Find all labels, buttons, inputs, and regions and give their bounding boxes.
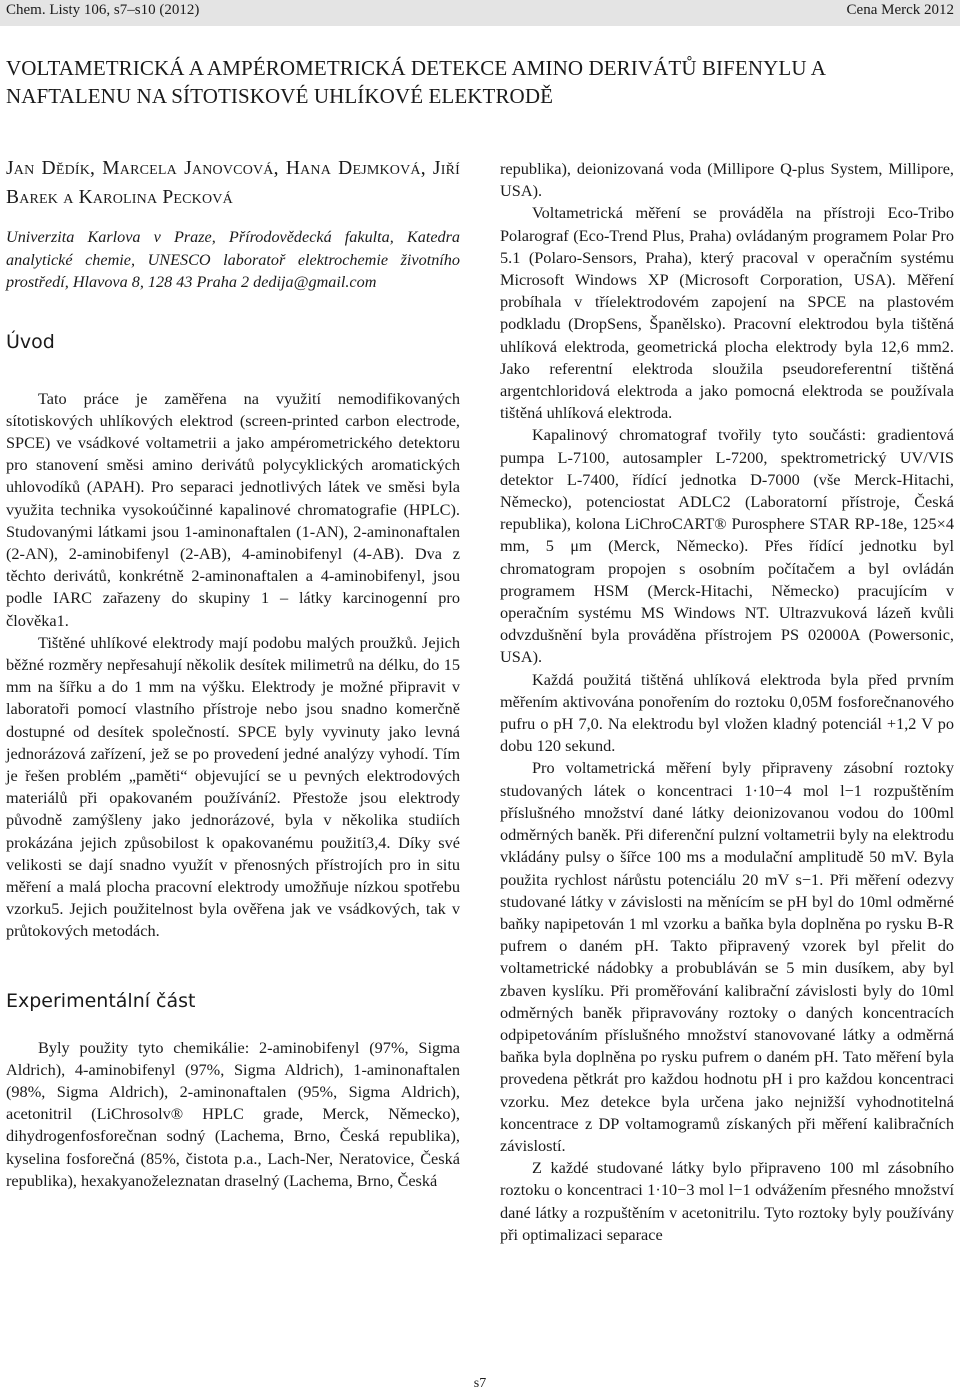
authors: Jan Dědík, Marcela Janovcová, Hana Dejmková, Jiří Barek a Karolina Pecková <box>6 158 460 208</box>
running-header <box>0 0 960 26</box>
right-column <box>500 158 954 1246</box>
intro-paragraph-1: Tato práce je zaměřena na využití nemodifikovaných sítotiskových uhlíkových elektrod (screen-printed carbon electrode, SPCE) ve vsádkové voltametrii a jako ampérometrického detektoru pro stanovení směsi amino derivátů polycyklických aromatických uhlovodíků (APAH). Pro separaci jednotlivých látek ve směsi byla využita technika vysokoúčinné kapalinové chromatografie (HPLC). Studovanými látkami jsou 1-aminonaftalen (1-AN), 2-aminonaftalen (2-AN), 2-aminobifenyl (2-AB), 4-aminobifenyl (4-AB). Dva z těchto derivátů, konkrétně 2-aminonaftalen a 4-aminobifenyl, jsou podle IARC zařazeny do skupiny 1 – látky karcinogenní pro člověka1. <box>6 388 460 630</box>
experimental-heading: Experimentální část <box>6 989 196 1012</box>
left-column <box>6 150 460 1192</box>
intro-heading: Úvod <box>6 330 55 353</box>
affiliation: Univerzita Karlova v Praze, Přírodovědecká fakulta, Katedra analytické chemie, UNESCO laboratoř elektrochemie životního prostředí, Hlavova 8, 128 43 Praha 2 dedija@gmail.com <box>6 228 460 291</box>
experimental-paragraph-1: Byly použity tyto chemikálie: 2-aminobifenyl (97%, Sigma Aldrich), 4-aminobifenyl (97%, Sigma Aldrich), 1-aminonaftalen (98%, Sigma Aldrich), 2-aminonaftalen (95%, Sigma Aldrich), acetonitril (LiChrosolv® HPLC grade, Merck, Německo), dihydrogenfosforečnan sodný (Lachema, Brno, Česká republika), kyselina fosforečná (85%, čistota p.a., Lach-Ner, Neratovice, Česká republika), hexakyanoželeznatan draselný (Lachema, Brno, Česká <box>6 1037 460 1190</box>
right-paragraph-1: republika), deionizovaná voda (Millipore Q-plus System, Millipore, USA). <box>500 159 954 201</box>
right-paragraph-4: Každá použitá tištěná uhlíková elektroda byla před prvním měřením aktivována ponořením do roztoku 0,05M fosforečnanového pufru o pH 7,0. Na elektrodu byl vložen kladný potenciál +1,2 V po dobu 120 sekund. <box>500 669 954 756</box>
right-paragraph-5: Pro voltametrická měření byly připraveny zásobní roztoky studovaných látek o koncentraci 1·10−4 mol l−1 rozpuštěním příslušného množství dané látky deionizovanou vodou do 100ml odměrných baněk. Při diferenční pulzní voltametrii byly na elektrodu vkládány pulsy o šířce 100 ms a modulační amplitudě 50 mV. Byla použita rychlost nárůstu potenciálu 20 mV s−1. Při měření odezvy studované látky v závislosti na měnícím se pH byl do 10ml odměrné baňky napipetován 1 ml vzorku a baňka byla doplněna po rysku B-R pufrem o daném pH. Takto připravený vzorek byl přelit do voltametrické nádobky a probubláván se 5 min dusíkem, aby byl zbaven kyslíku. Při proměřování kalibrační závislosti byly do 10ml odměrných baněk připravovány roztoky o daných koncentracích odpipetováním příslušného množství stanovované látky a odměrná baňka byla doplněna po rysku pufrem o daném pH. Tato měření byla provedena pětkrát pro každou hodnotu pH i pro každou koncentraci vzorku. Mez detekce byla určena jako nejnižší vyhodnotitelná koncentrace z DP voltamogramů získaných při měření kalibračních závislostí. <box>500 758 954 1155</box>
right-paragraph-2: Voltametrická měření se prováděla na přístroji Eco-Tribo Polarograf (Eco-Trend Plus, Praha) ovládaným programem Polar Pro 5.1 (Polaro-Sensors, Praha), který pracoval v operačním systému Microsoft Windows XP (Microsoft Corporation, USA). Měření probíhala v tříelektrodovém zapojení na SPCE na plastovém podkladu (DropSens, Španělsko). Pracovní elektrodou byla tištěná uhlíková elektroda, geometrická plocha elektrody byla 12,6 mm2. Jako referentní elektroda sloužila pseudoreferentní tištěná argentchloridová elektroda a jako pomocná elektroda se používala tištěná uhlíková elektroda. <box>500 203 954 423</box>
right-paragraph-3: Kapalinový chromatograf tvořily tyto součásti: gradientová pumpa L-7100, autosampler L-7200, spektrometrický UV/VIS detektor L-7400, řídící jednotka D-7000 (vše Merck-Hitachi, Německo), potenciostat ADLC2 (Laboratorní přístroje, Česká republika), kolona LiChroCART® Purosphere STAR RP-18e, 125×4 mm, 5 μm (Merck, Německo). Přes řídící jednotku byl chromatogram propojen s osobním počítačem a byl ovládán programem HSM (Merck-Hitachi, Německo) pracujícím v operačním systému MS Windows NT. Ultrazvuková lázeň kvůli odvzdušnění byla prováděna přístrojem PS 02000A (Powersonic, USA). <box>500 425 954 667</box>
article-title: VOLTAMETRICKÁ A AMPÉROMETRICKÁ DETEKCE AMINO DERIVÁTŮ BIFENYLU A NAFTALENU NA SÍTOTISKOVÉ UHLÍKOVÉ ELEKTRODĚ <box>6 56 825 108</box>
right-paragraph-6: Z každé studované látky bylo připraveno 100 ml zásobního roztoku o koncentraci 1·10−3 mol l−1 odvážením přesného množství dané látky a rozpuštěním v acetonitrilu. Tyto roztoky byly používány při optimalizaci separace <box>500 1158 954 1244</box>
intro-paragraph-2: Tištěné uhlíkové elektrody mají podobu malých proužků. Jejich běžné rozměry nepřesahují několik desítek milimetrů na délku, do 15 mm na šířku a do 1 mm na výšku. Elektrody je možné připravit v laboratoři pomocí vlastního přístroje nebo jsou snadno komerčně dostupné od desítek společností. SPCE byly vyvinuty jako levná jednorázová zařízení, jež se po provedení jedné analýzy vyhodí. Tím je řešen problém „paměti“ objevující se u pevných elektrodových materiálů při opakovaném používání2. Přestože jsou elektrody původně zamýšleny jako jednorázové, byla v několika studiích prokázána jejich způsobilost k opakovanému použití3,4. Díky své velikosti se dají snadno využít v přenosných přístrojích pro in situ měření a malá plocha pracovní elektrody umožňuje nízkou spotřebu vzorku5. Jejich použitelnost byla ověřena jak ve vsádkových, tak v průtokových metodách. <box>6 632 460 941</box>
page-number: s7 <box>473 1376 487 1391</box>
journal-citation: Chem. Listy 106, s7–s10 (2012) <box>6 2 200 18</box>
section-label: Cena Merck 2012 <box>846 2 954 18</box>
